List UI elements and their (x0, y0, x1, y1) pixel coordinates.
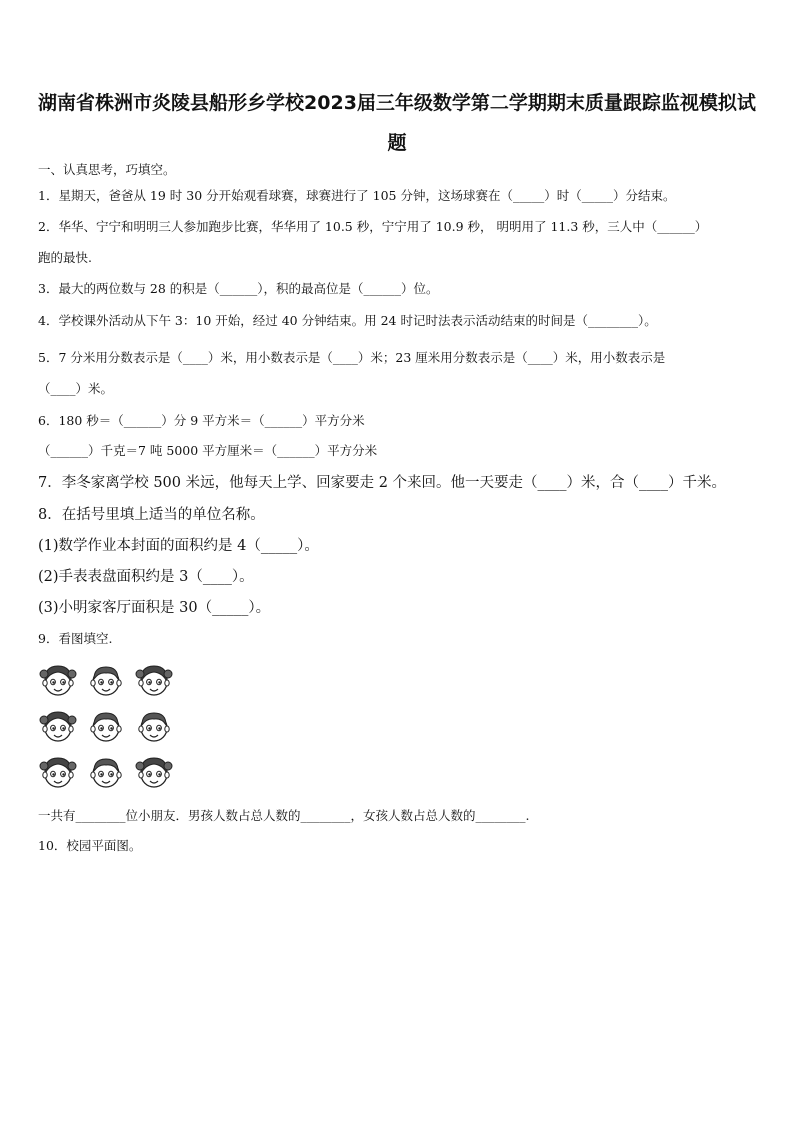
question-5-line-1: 5．7 分米用分数表示是（____）米，用小数表示是（____）米；23 厘米用分数表示是（____）米，用小数表示是 (38, 350, 666, 365)
question-7: 7．李冬家离学校 500 米远，他每天上学、回家要走 2 个来回。他一天要走（____）米，合（____）千米。 (38, 475, 727, 491)
question-2-line-2: 跑的最快. (38, 250, 92, 265)
question-8-part-2: (2)手表表盘面积约是 3（____）。 (38, 569, 254, 585)
boy-face-icon (84, 706, 128, 746)
question-2-line-1: 2．华华、宁宁和明明三人参加跑步比赛，华华用了 10.5 秒，宁宁用了 10.9 秒， 明明用了 11.3 秒，三人中（______） (38, 219, 708, 234)
question-8: 8．在括号里填上适当的单位名称。 (38, 507, 265, 523)
question-4: 4．学校课外活动从下午 3：10 开始，经过 40 分钟结束。用 24 时记时法表示活动结束的时间是（________）。 (38, 313, 657, 328)
question-1: 1．星期天，爸爸从 19 时 30 分开始观看球赛，球赛进行了 105 分钟，这场球赛在（_____）时（_____）分结束。 (38, 188, 676, 203)
question-6-line-2: （______）千克＝7 吨 5000 平方厘米＝（______）平方分米 (38, 443, 378, 458)
girl-face-icon (36, 660, 80, 700)
girl-face-icon (132, 752, 176, 792)
document-title-line-2: 题 (387, 132, 407, 154)
girl-face-icon (132, 660, 176, 700)
girl-face-icon (36, 706, 80, 746)
boy-face-icon (84, 752, 128, 792)
question-5-line-2: （____）米。 (38, 381, 114, 396)
question-9-fill: 一共有________位小朋友．男孩人数占总人数的________，女孩人数占总人数的________. (38, 808, 530, 823)
question-3: 3．最大的两位数与 28 的积是（______），积的最高位是（______）位。 (38, 281, 439, 296)
girl-face-icon (36, 752, 80, 792)
children-faces-figure (34, 658, 184, 794)
section-heading: 一、认真思考，巧填空。 (38, 162, 176, 177)
question-6-line-1: 6．180 秒＝（______）分 9 平方米＝（______）平方分米 (38, 413, 365, 428)
question-8-part-3: (3)小明家客厅面积是 30（_____）。 (38, 600, 271, 616)
question-10: 10．校园平面图。 (38, 838, 142, 853)
question-9: 9．看图填空. (38, 631, 113, 646)
boy-face-icon (132, 706, 176, 746)
document-title-line-1: 湖南省株洲市炎陵县船形乡学校2023届三年级数学第二学期期末质量跟踪监视模拟试 (38, 92, 756, 114)
boy-face-icon (84, 660, 128, 700)
question-8-part-1: (1)数学作业本封面的面积约是 4（_____）。 (38, 538, 319, 554)
